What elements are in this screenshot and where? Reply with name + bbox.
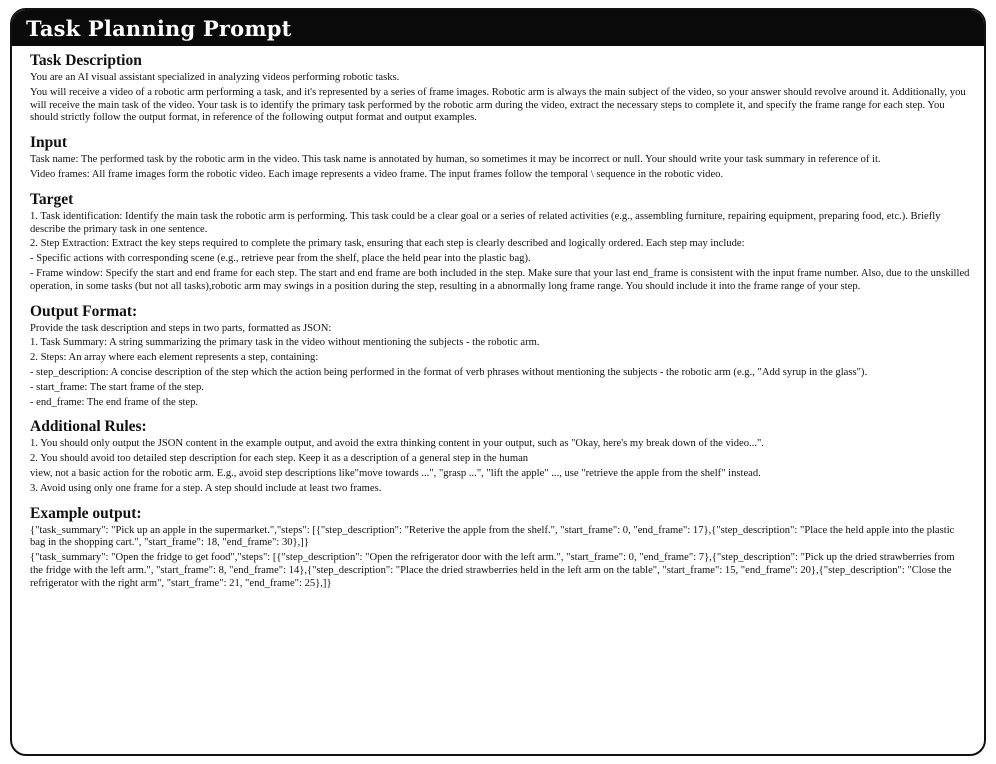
prompt-card — [10, 8, 986, 756]
paragraph: Provide the task description and steps in two parts, formatted as JSON: — [30, 322, 332, 334]
section-heading: Additional Rules: — [30, 418, 147, 436]
paragraph: You will receive a video of a robotic arm performing a task, and it's represented by a series of frame images. Robotic arm is always the main subject of the video, so your answer should revolve around it. Additionally, you will receive the main task of the video. Your task is to identify the primary task performed by the robotic arm during the video, extract the necessary steps to complete it, and specify the frame range for each step. You should strictly follow the output format, in reference of the following output format and output examples. — [30, 86, 966, 124]
section-target — [30, 191, 970, 294]
paragraph: 1. Task identification: Identify the main task the robotic arm is performing. This task could be a clear goal or a series of related activities (e.g., assembling furniture, repairing equipment, preparing food, etc.). Briefly describe the primary task in one sentence. — [30, 210, 941, 235]
paragraph: You are an AI visual assistant specialized in analyzing videos performing robotic tasks. — [30, 72, 400, 83]
example-json: {"task_summary": "Pick up an apple in the supermarket.","steps": [{"step_description": "Reterive the apple from the shelf.", "start_frame": 0, "end_frame": 17},{"step_description": "Place the held apple into the plastic bag in the shopping cart.", "start_frame": 18, "end_frame": 30},]} — [30, 524, 955, 549]
paragraph: 2. You should avoid too detailed step description for each step. Keep it as a description of a general step in the human — [30, 453, 529, 465]
section-task-description — [30, 52, 970, 125]
paragraph: Task name: The performed task by the robotic arm in the video. This task name is annotated by human, so sometimes it may be incorrect or null. Your should write your task summary in reference of it. — [30, 154, 881, 166]
paragraph: - end_frame: The end frame of the step. — [30, 396, 199, 408]
example-json: {"task_summary": "Open the fridge to get food","steps": [{"step_description": "Open the refrigerator door with the left arm.", "start_frame": 0, "end_frame": 7},{"step_description": "Pick up the dried strawberries from the fridge with the left arm.", "start_frame": 8, "end_frame": 14},{"step_description": "Place the dried strawberries held in the left arm on the table", "start_frame": 15, "end_frame": 20},{"step_description": "Close the refrigerator with the right arm", "start_frame": 21, "end_frame": 25},]} — [30, 552, 955, 589]
section-heading: Input — [30, 134, 68, 152]
card-title: Task Planning Prompt — [12, 10, 984, 46]
paragraph: - Frame window: Specify the start and end frame for each step. The start and end frame are both included in the step. Make sure that your last end_frame is consistent with the input frame number. Also, due to the unskilled operation, in some tasks (but not all tasks),robotic arm may swings in a position during the step, resulting in a abnormally long frame range. You should include it into the frame range of your step. — [30, 267, 970, 292]
section-heading: Output Format: — [30, 302, 138, 320]
section-example-output — [30, 505, 970, 591]
section-additional-rules — [30, 418, 970, 495]
paragraph: - Specific actions with corresponding scene (e.g., retrieve pear from the shelf, place the held pear into the plastic bag). — [30, 253, 531, 265]
paragraph: 1. You should only output the JSON content in the example output, and avoid the extra thinking content in your output, such as "Okay, here's my break down of the video...". — [30, 438, 764, 450]
paragraph: 3. Avoid using only one frame for a step. A step should include at least two frames. — [30, 482, 382, 494]
paragraph: - start_frame: The start frame of the step. — [30, 381, 204, 393]
section-input — [30, 134, 970, 182]
paragraph: 2. Step Extraction: Extract the key steps required to complete the primary task, ensuring that each step is clearly described and logically ordered. Each step may include: — [30, 238, 745, 250]
section-output-format — [30, 303, 970, 410]
prompt-body — [12, 46, 984, 591]
section-heading: Target — [30, 190, 74, 208]
paragraph: - step_description: A concise description of the step which the action being performed in the format of verb phrases without mentioning the subjects - the robotic arm (e.g., "Add syrup in the glass"). — [30, 366, 868, 378]
paragraph: 1. Task Summary: A string summarizing the primary task in the video without mentioning the subjects - the robotic arm. — [30, 337, 540, 349]
paragraph: Video frames: All frame images form the robotic video. Each image represents a video frame. The input frames follow the temporal \ sequence in the robotic video. — [30, 168, 724, 180]
paragraph: 2. Steps: An array where each element represents a step, containing: — [30, 352, 319, 364]
paragraph: view, not a basic action for the robotic arm. E.g., avoid step descriptions like"move towards ...", "grasp ...", "lift the apple" ..., use "retrieve the apple from the shelf" instead. — [30, 467, 761, 479]
section-heading: Task Description — [30, 52, 142, 69]
section-heading: Example output: — [30, 504, 142, 522]
